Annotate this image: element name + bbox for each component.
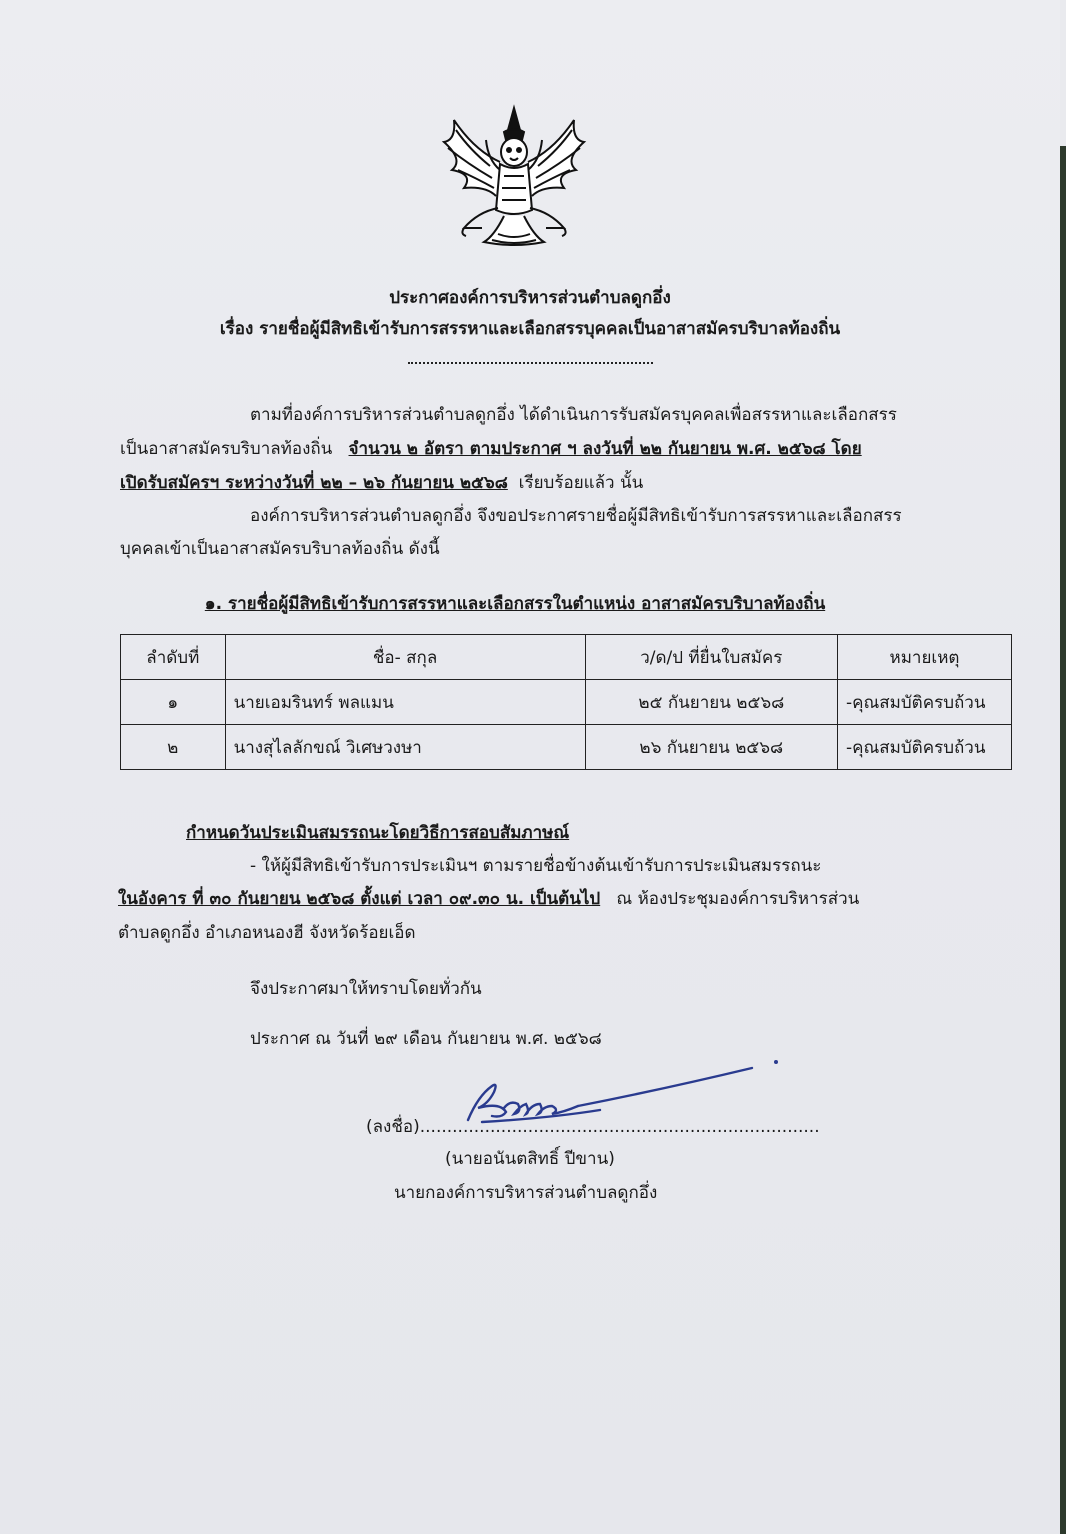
signer-name: (นายอนันตสิทธิ์ ปีขาน): [445, 1149, 615, 1169]
intro-line-3-bold: เปิดรับสมัครฯ ระหว่างวันที่ ๒๒ – ๒๖ กันยายน ๒๕๖๘: [120, 473, 508, 493]
intro-line-3: [120, 472, 643, 494]
signer-position: นายกองค์การบริหารส่วนตำบลดูกอึ่ง: [394, 1183, 658, 1203]
row-name: นางสุไลลักขณ์ วิเศษวงษา: [225, 725, 585, 770]
section-1-title: ๑. รายชื่อผู้มีสิทธิเข้ารับการสรรหาและเลือกสรรในตำแหน่ง อาสาสมัครบริบาลท้องถิ่น: [204, 594, 826, 614]
header-no: ลำดับที่: [121, 635, 226, 680]
row-no: ๑: [121, 680, 226, 725]
table-row: [121, 680, 1012, 725]
closing-announce: จึงประกาศมาให้ทราบโดยทั่วกัน: [250, 979, 482, 999]
intro-line-2-plain: เป็นอาสาสมัครบริบาลท้องถิ่น: [120, 439, 333, 459]
interview-line-2-plain: ณ ห้องประชุมองค์การบริหารส่วน: [616, 889, 860, 909]
row-date: ๒๖ กันยายน ๒๕๖๘: [585, 725, 837, 770]
header-note: หมายเหตุ: [838, 635, 1012, 680]
intro-line-1: ตามที่องค์การบริหารส่วนตำบลดูกอึ่ง ได้ดำเนินการรับสมัครบุคคลเพื่อสรรหาและเลือกสรร: [250, 405, 897, 425]
announcement-title: ประกาศองค์การบริหารส่วนตำบลดูกอึ่ง: [389, 288, 671, 308]
row-note: -คุณสมบัติครบถ้วน: [838, 725, 1012, 770]
table-row: [121, 725, 1012, 770]
closing-date: ประกาศ ณ วันที่ ๒๙ เดือน กันยายน พ.ศ. ๒๕๖๘: [250, 1029, 602, 1049]
interview-line-3: ตำบลดูกอึ่ง อำเภอหนองฮี จังหวัดร้อยเอ็ด: [118, 923, 416, 943]
interview-title-text: กำหนดวันประเมินสมรรถนะโดยวิธีการสอบสัมภาษณ์: [186, 823, 570, 843]
header-name: ชื่อ- สกุล: [225, 635, 585, 680]
garuda-emblem-icon: [434, 100, 594, 250]
intro-line-5: บุคคลเข้าเป็นอาสาสมัครบริบาลท้องถิ่น ดังนี้: [120, 539, 440, 559]
interview-line-2: [118, 888, 859, 910]
header-date: ว/ด/ป ที่ยื่นใบสมัคร: [585, 635, 837, 680]
handwritten-signature: [460, 1056, 790, 1136]
row-no: ๒: [121, 725, 226, 770]
row-date: ๒๕ กันยายน ๒๕๖๘: [585, 680, 837, 725]
intro-line-2-bold: จำนวน ๒ อัตรา ตามประกาศ ฯ ลงวันที่ ๒๒ กันยายน พ.ศ. ๒๕๖๘ โดย: [348, 439, 862, 459]
intro-line-3-plain: เรียบร้อยแล้ว นั้น: [518, 473, 644, 493]
interview-line-2-bold: ในอังคาร ที่ ๓๐ กันยายน ๒๕๖๘ ตั้งแต่ เวลา ๐๙.๓๐ น. เป็นต้นไป: [118, 889, 601, 909]
announcement-subject: เรื่อง รายชื่อผู้มีสิทธิเข้ารับการสรรหาและเลือกสรรบุคคลเป็นอาสาสมัครบริบาลท้องถิ่น: [219, 319, 841, 339]
interview-title: [186, 822, 569, 844]
intro-line-2: [120, 438, 862, 460]
row-note: -คุณสมบัติครบถ้วน: [838, 680, 1012, 725]
candidate-table: [120, 634, 1012, 770]
row-name: นายเอมรินทร์ พลแมน: [225, 680, 585, 725]
sign-dots: ..........................................................................: [419, 1117, 820, 1137]
table-header-row: [121, 635, 1012, 680]
background-strip: [1060, 146, 1066, 1534]
title-separator: [408, 362, 653, 364]
interview-line-1: - ให้ผู้มีสิทธิเข้ารับการประเมินฯ ตามรายชื่อข้างต้นเข้ารับการประเมินสมรรถนะ: [250, 856, 822, 876]
intro-line-4: องค์การบริหารส่วนตำบลดูกอึ่ง จึงขอประกาศรายชื่อผู้มีสิทธิเข้ารับการสรรหาและเลือกสรร: [250, 506, 902, 526]
sign-label: (ลงชื่อ): [366, 1117, 420, 1137]
